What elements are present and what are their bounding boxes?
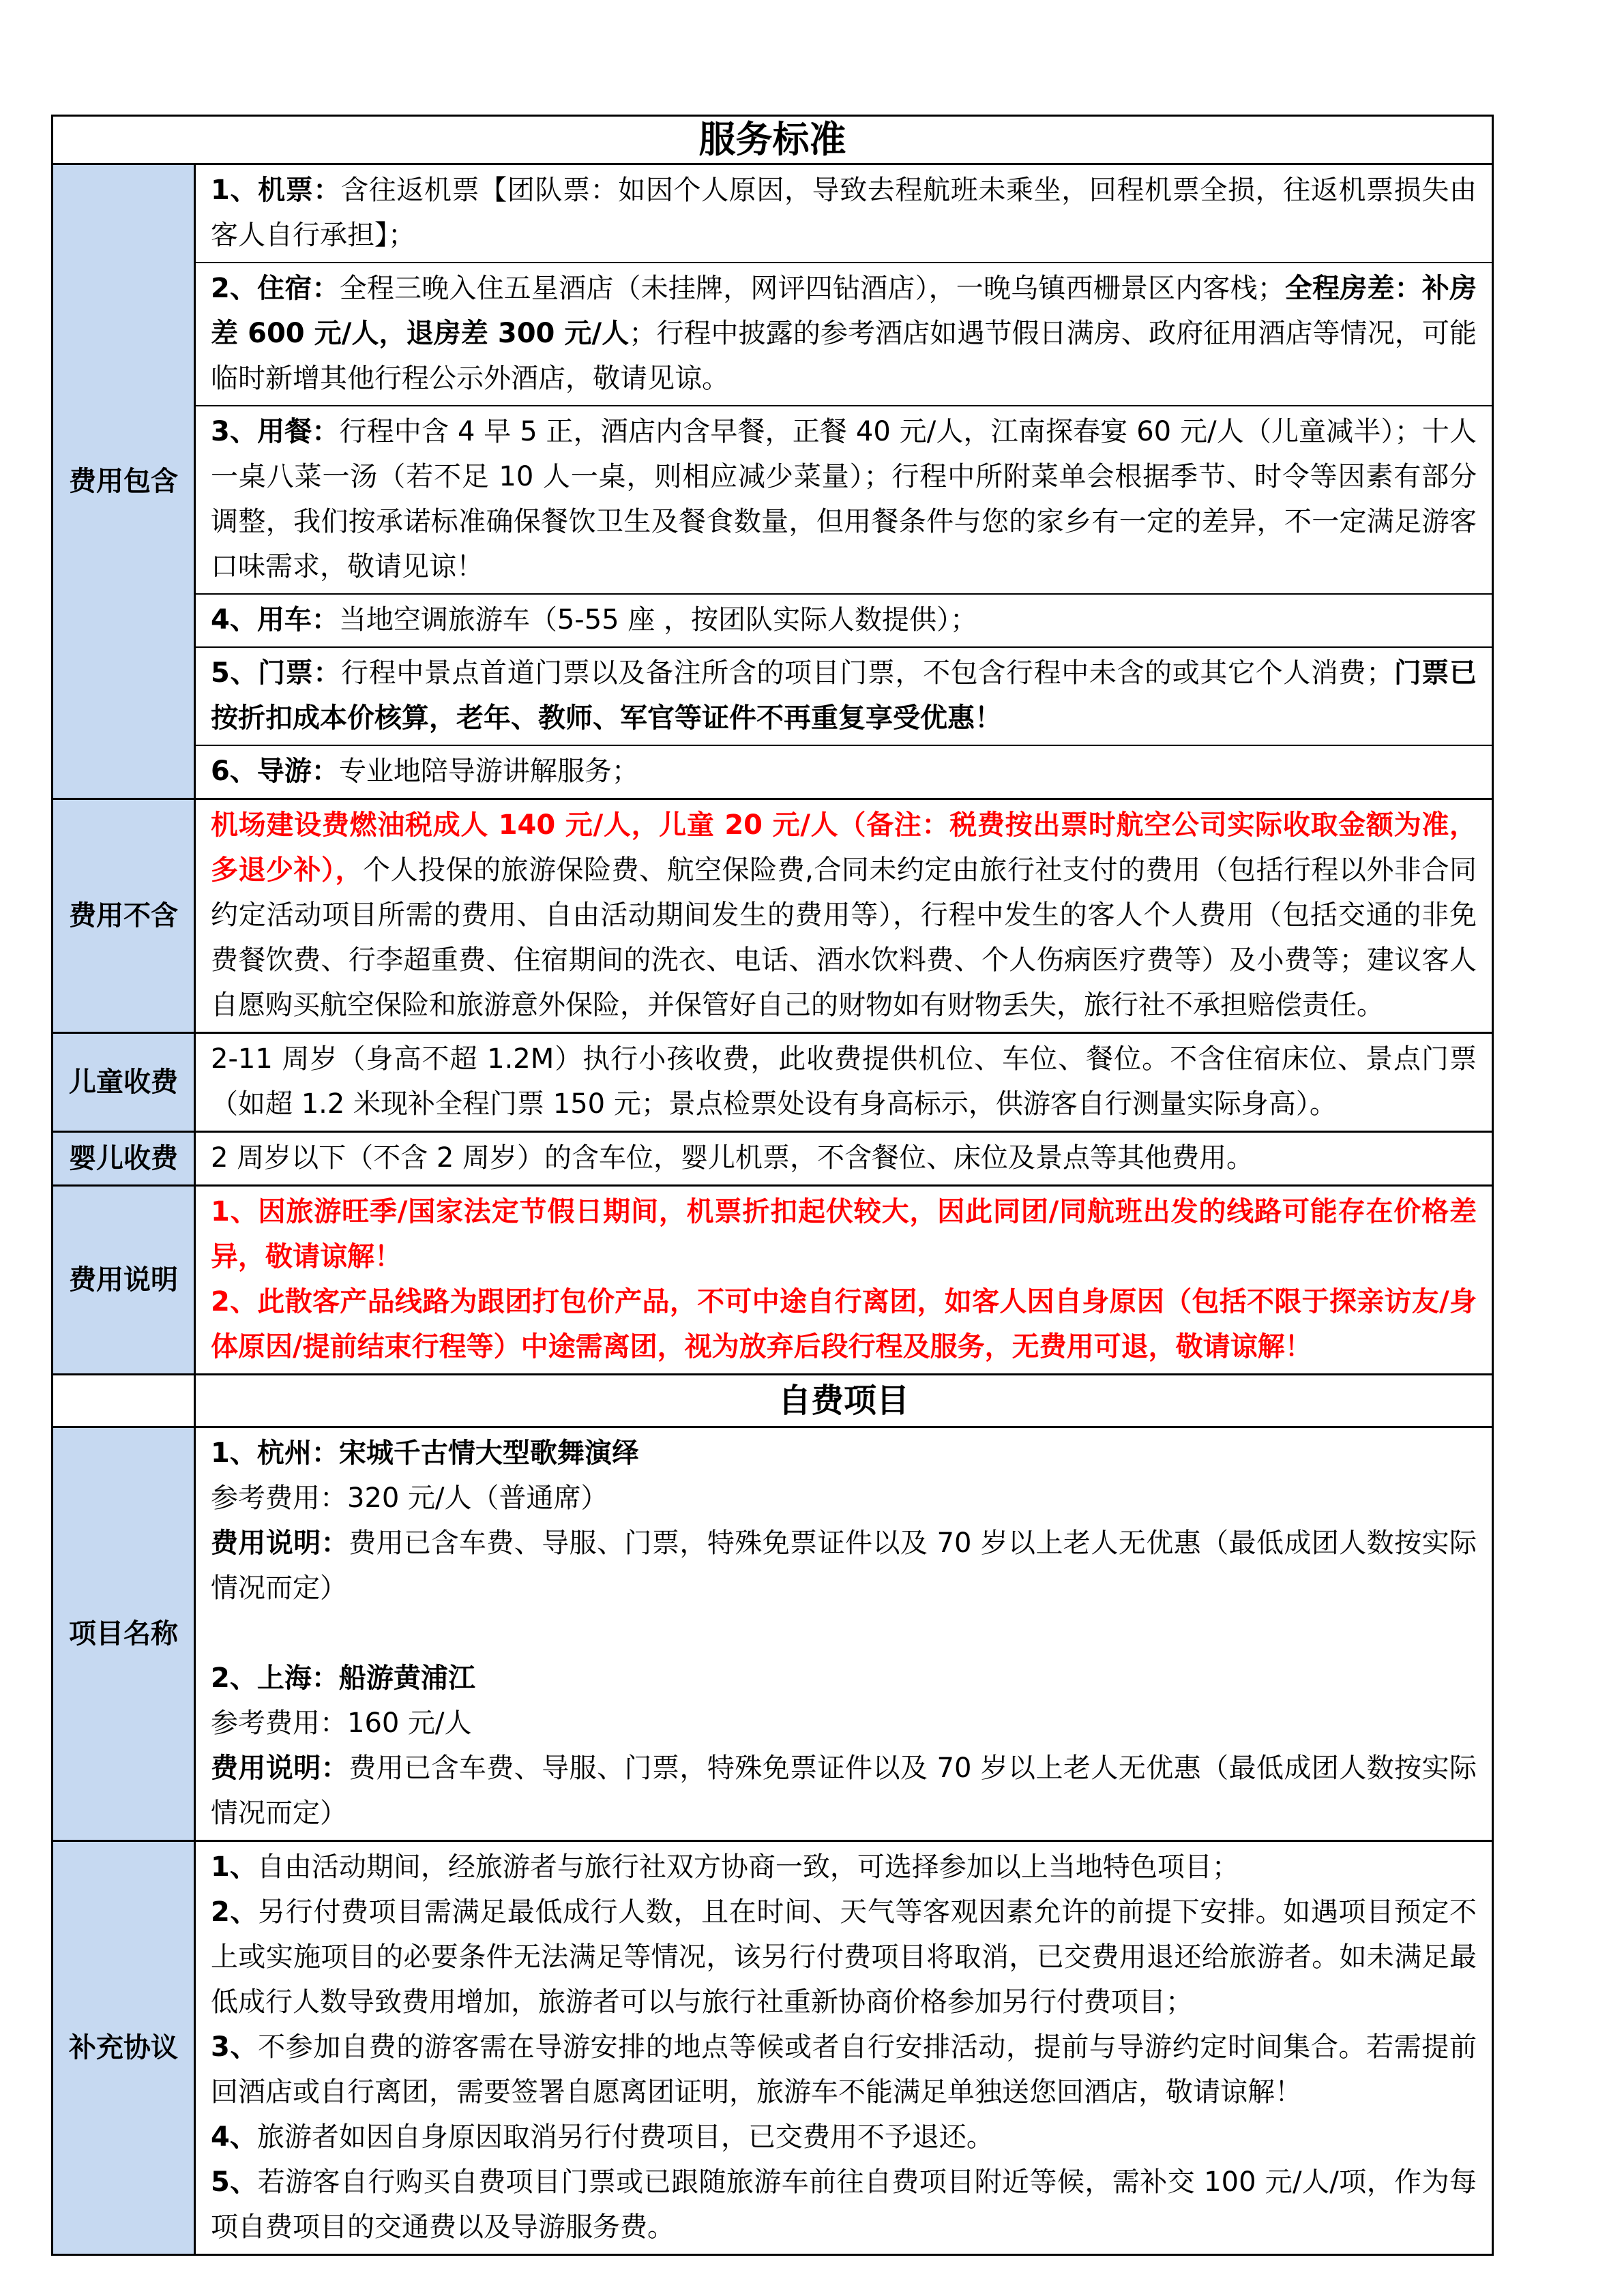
table-title-row [53, 117, 1492, 163]
text-segment: 不参加自费的游客需在导游安排的地点等候或者自行安排活动，提前与导游约定时间集合。若需提前回酒店或自行离团，需要签署自愿离团证明，旅游车不能满足单独送您回酒店，敬请谅解！ [211, 2031, 1477, 2108]
content-item-project-names-0 [196, 1428, 1492, 1840]
text-segment: 全程房差：补房差 600 元/人，退房差 300 元/人 [211, 273, 1477, 349]
paragraph [211, 1611, 1477, 1656]
paragraph [211, 1189, 1477, 1279]
text-segment: 2-11 周岁（身高不超 1.2M）执行小孩收费，此收费提供机位、车位、餐位。不含住宿床位、景点门票（如超 1.2 米现补全程门票 150 元；景点检票处设有身高标示，供游客自行测量实际身高）。 [211, 1043, 1477, 1120]
text-segment: 5、 [211, 2166, 258, 2198]
section-row-fee-excluded [53, 798, 1492, 1032]
content-item-fee-included-2 [196, 405, 1492, 593]
text-segment: 2、住宿： [211, 273, 340, 304]
empty-label-cell [53, 1375, 196, 1426]
paragraph [211, 1656, 1477, 1701]
section-label-child-pricing: 儿童收费 [53, 1034, 196, 1131]
content-item-fee-included-1 [196, 262, 1492, 405]
text-segment: 门票已按折扣成本价核算，老年、教师、军官等证件不再重复享受优惠！ [211, 657, 1477, 734]
text-segment: 费用已含车费、导服、门票，特殊免票证件以及 70 岁以上老人无优惠（最低成团人数按实际情况而定） [211, 1527, 1477, 1604]
text-segment: 当地空调旅游车（5-55 座 ，按团队实际人数提供）； [338, 604, 978, 636]
text-segment: 2、此散客产品线路为跟团打包价产品，不可中途自行离团，如客人因自身原因（包括不限于探亲访友/身体原因/提前结束行程等）中途需离团，视为放弃后段行程及服务，无费用可退，敬请谅解！ [211, 1286, 1477, 1362]
section-content-fee-excluded [196, 800, 1492, 1032]
section-label-fee-included: 费用包含 [53, 165, 196, 798]
subtitle-row-self-pay-title [53, 1373, 1492, 1426]
section-content-project-names [196, 1428, 1492, 1840]
section-row-child-pricing [53, 1032, 1492, 1131]
section-row-fee-included [53, 163, 1492, 798]
paragraph [211, 409, 1477, 589]
content-item-infant-pricing-0 [196, 1133, 1492, 1184]
section-row-fee-notes [53, 1184, 1492, 1373]
text-segment: 5、门票： [211, 657, 341, 689]
paragraph [211, 1135, 1477, 1180]
section-label-fee-notes: 费用说明 [53, 1187, 196, 1373]
section-label-supplementary-agreement: 补充协议 [53, 1842, 196, 2254]
content-item-fee-included-5 [196, 745, 1492, 798]
service-standards-table [51, 115, 1494, 2256]
paragraph [211, 1746, 1477, 1836]
paragraph [211, 168, 1477, 258]
section-row-project-names [53, 1426, 1492, 1840]
paragraph [211, 1431, 1477, 1476]
text-segment: 全程三晚入住五星酒店（未挂牌，网评四钻酒店），一晚乌镇西栅景区内客栈； [339, 273, 1285, 304]
text-segment: 行程中景点首道门票以及备注所含的项目门票，不包含行程中未含的或其它个人消费； [340, 657, 1394, 689]
text-segment: 旅游者如因自身原因取消另行付费项目，已交费用不予退还。 [256, 2121, 994, 2153]
section-content-fee-included [196, 165, 1492, 798]
content-item-fee-included-0 [196, 165, 1492, 262]
paragraph [211, 1521, 1477, 1611]
content-item-child-pricing-0 [196, 1034, 1492, 1131]
text-segment: 2、 [211, 1896, 259, 1928]
paragraph [211, 2025, 1477, 2115]
text-segment: 6、导游： [211, 756, 339, 787]
paragraph [211, 597, 1477, 642]
text-segment: 1、因旅游旺季/国家法定节假日期间，机票折扣起伏较大，因此同团/同航班出发的线路可能存在价格差异，敬请谅解！ [211, 1196, 1477, 1272]
text-segment: 专业地陪导游讲解服务； [338, 756, 639, 787]
text-segment: 1、机票： [211, 175, 341, 206]
content-item-fee-notes-0 [196, 1187, 1492, 1373]
content-item-fee-included-3 [196, 593, 1492, 646]
paragraph [211, 2160, 1477, 2250]
text-segment: 费用已含车费、导服、门票，特殊免票证件以及 70 岁以上老人无优惠（最低成团人数按实际情况而定） [211, 1753, 1477, 1829]
text-segment: 3、用餐： [211, 416, 340, 447]
text-segment: 若游客自行购买自费项目门票或已跟随旅游车前往自费项目附近等候，需补交 100 元/人/项，作为每项自费项目的交通费以及导游服务费。 [211, 2166, 1477, 2243]
content-item-supplementary-agreement-0 [196, 1842, 1492, 2254]
section-row-infant-pricing [53, 1131, 1492, 1184]
content-item-fee-excluded-0 [196, 800, 1492, 1032]
paragraph [211, 1476, 1477, 1521]
section-label-project-names: 项目名称 [53, 1428, 196, 1840]
text-segment: 费用说明： [211, 1753, 349, 1784]
text-segment: 1、杭州：宋城千古情大型歌舞演绎 [211, 1437, 639, 1469]
text-segment: 参考费用：320 元/人（普通席） [211, 1482, 608, 1514]
paragraph [211, 651, 1477, 741]
text-segment: 机场建设费燃油税成人 140 元/人，儿童 20 元/人（备注：税费按出票时航空公司实际收取金额为准，多退少补）， [211, 809, 1477, 886]
text-segment: 行程中含 4 早 5 正，酒店内含早餐，正餐 40 元/人，江南探春宴 60 元/人（儿童减半）；十人一桌八菜一汤（若不足 10 人一桌，则相应减少菜量）；行程中所附菜单会根据季节、时令等因素有部分调整，我们按承诺标准确保餐饮卫生及餐食数量，但用餐条件与您的家乡有一定的差异，不一定满足游客口味需求，敬请见谅！ [211, 416, 1477, 582]
section-content-child-pricing [196, 1034, 1492, 1131]
text-segment: ；行程中披露的参考酒店如遇节假日满房、政府征用酒店等情况，可能临时新增其他行程公示外酒店，敬请见谅。 [211, 318, 1477, 394]
paragraph [211, 803, 1477, 1028]
text-segment: 4、用车： [211, 604, 339, 636]
paragraph [211, 1890, 1477, 2025]
paragraph [211, 1845, 1477, 1890]
text-segment: 2 周岁以下（不含 2 周岁）的含车位，婴儿机票，不含餐位、床位及景点等其他费用。 [211, 1142, 1254, 1174]
paragraph [211, 1279, 1477, 1369]
section-label-fee-excluded: 费用不含 [53, 800, 196, 1032]
text-segment: 个人投保的旅游保险费、航空保险费,合同未约定由旅行社支付的费用（包括行程以外非合同约定活动项目所需的费用、自由活动期间发生的费用等），行程中发生的客人个人费用（包括交通的非免费餐饮费、行李超重费、住宿期间的洗衣、电话、酒水饮料费、个人伤病医疗费等）及小费等；建议客人自愿购买航空保险和旅游意外保险，并保管好自己的财物如有财物丢失，旅行社不承担赔偿责任。 [211, 854, 1477, 1021]
text-segment: 3、 [211, 2031, 259, 2063]
text-segment: 1、 [211, 1851, 257, 1883]
paragraph [211, 749, 1477, 794]
paragraph [211, 1037, 1477, 1127]
paragraph [211, 266, 1477, 401]
section-label-infant-pricing: 婴儿收费 [53, 1133, 196, 1184]
text-segment: 2、上海：船游黄浦江 [211, 1663, 475, 1694]
text-segment: 4、 [211, 2121, 257, 2153]
text-segment: 另行付费项目需满足最低成行人数，且在时间、天气等客观因素允许的前提下安排。如遇项目预定不上或实施项目的必要条件无法满足等情况，该另行付费项目将取消，已交费用退还给旅游者。如未满足最低成行人数导致费用增加，旅游者可以与旅行社重新协商价格参加另行付费项目； [211, 1896, 1477, 2018]
content-item-fee-included-4 [196, 646, 1492, 745]
paragraph [211, 1701, 1477, 1746]
section-content-infant-pricing [196, 1133, 1492, 1184]
section-content-supplementary-agreement [196, 1842, 1492, 2254]
text-segment: 费用说明： [211, 1527, 349, 1559]
text-segment: 参考费用：160 元/人 [211, 1708, 472, 1739]
section-row-supplementary-agreement [53, 1840, 1492, 2254]
text-segment: 自由活动期间，经旅游者与旅行社双方协商一致，可选择参加以上当地特色项目； [256, 1851, 1239, 1883]
section-content-fee-notes [196, 1187, 1492, 1373]
text-segment: 含往返机票【团队票：如因个人原因，导致去程航班未乘坐，回程机票全损，往返机票损失由客人自行承担】； [211, 175, 1477, 251]
paragraph [211, 2115, 1477, 2160]
service-standards-title: 服务标准 [698, 118, 846, 161]
self-pay-title: 自费项目 [778, 1382, 909, 1420]
